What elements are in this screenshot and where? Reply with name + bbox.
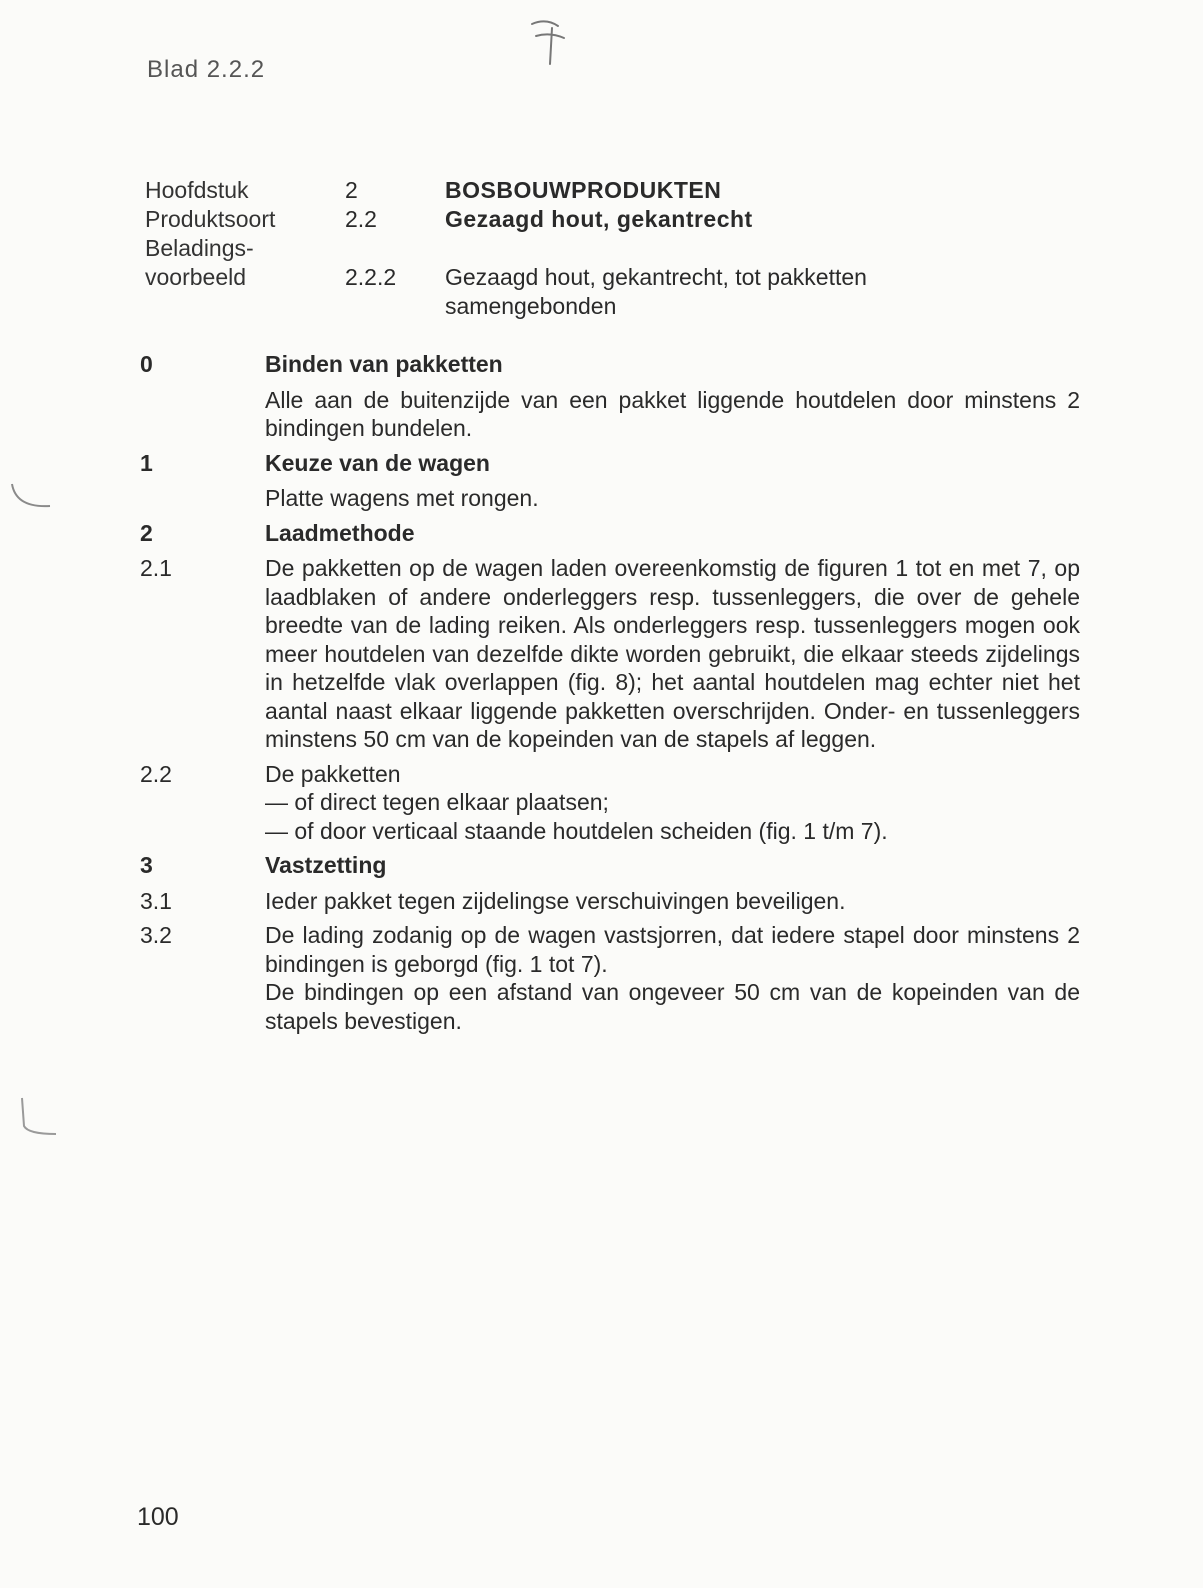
- section-title: Binden van pakketten: [265, 351, 503, 377]
- header-value: BOSBOUWPRODUKTEN: [445, 177, 722, 203]
- section-number: 3.2: [140, 922, 172, 948]
- section-text: Ieder pakket tegen zijdelingse verschuivingen beveiligen.: [265, 887, 846, 914]
- section-paragraph: [140, 921, 1080, 1035]
- section-body: [265, 760, 1080, 846]
- header-value: Gezaagd hout, gekantrecht: [445, 206, 753, 232]
- section-paragraph: [140, 760, 1080, 846]
- section-heading: [140, 851, 1080, 880]
- header-row-chapter: [145, 176, 1105, 205]
- section-heading: [140, 350, 1080, 379]
- list-item: — of direct tegen elkaar plaatsen;: [265, 789, 609, 815]
- page-number: 100: [137, 1503, 179, 1531]
- section-text: De bindingen op een afstand van ongeveer 50 cm van de kopeinden van de stapels bevestigen.: [265, 979, 1080, 1034]
- section-text: De pakketten op de wagen laden overeenkomstig de figuren 1 tot en met 7, op laadblaken of andere onderleggers resp. tussenleggers, die over de gehele breedte van de lading reiken. Als onderleggers resp. tussenleggers mogen ook meer houtdelen van dezelfde dikte worden gebruikt, die elkaar steeds zijdelings in hetzelfde vlak overlappen (fig. 8); het aantal houtdelen mag echter niet het aantal naast elkaar liggende pakketten overschrijden. Onder- en tussenleggers minstens 50 cm van de kopeinden van de stapels af leggen.: [265, 555, 1080, 752]
- sections: [140, 346, 1080, 1041]
- header-row-loading-3: [145, 292, 1105, 321]
- section-paragraph: [140, 386, 1080, 443]
- section-title: Keuze van de wagen: [265, 449, 490, 476]
- header-row-loading-2: [145, 263, 1105, 292]
- binder-mark: [14, 1094, 64, 1144]
- section-title: Laadmethode: [265, 519, 415, 546]
- header-row-loading-1: [145, 234, 1105, 263]
- header-num: 2.2: [345, 206, 377, 232]
- header-num: 2.2.2: [345, 264, 397, 290]
- section-number: 2: [140, 519, 153, 546]
- sheet-label: Blad 2.2.2: [147, 56, 266, 83]
- section-number: 3: [140, 852, 153, 878]
- section-number: 0: [140, 351, 153, 377]
- handwritten-mark: [528, 14, 568, 68]
- binder-mark: [6, 478, 56, 518]
- section-heading: [140, 519, 1080, 548]
- section-text: Alle aan de buitenzijde van een pakket liggende houtdelen door minstens 2 bindingen bundelen.: [265, 386, 1080, 441]
- header-key: Hoofdstuk: [145, 177, 249, 203]
- header-row-product: [145, 205, 1105, 234]
- section-number: 2.1: [140, 555, 172, 581]
- section-text: De pakketten: [265, 760, 401, 787]
- section-paragraph: [140, 887, 1080, 916]
- header-key: voorbeeld: [145, 264, 247, 290]
- header-num: 2: [345, 177, 358, 203]
- document-header: [145, 176, 1105, 321]
- section-text: De lading zodanig op de wagen vastsjorren, dat iedere stapel door minstens 2 bindingen is geborgd (fig. 1 tot 7).: [265, 922, 1080, 977]
- list-item: — of door verticaal staande houtdelen scheiden (fig. 1 t/m 7).: [265, 817, 888, 844]
- header-value: samengebonden: [445, 293, 617, 319]
- section-title: Vastzetting: [265, 852, 387, 878]
- section-number: 1: [140, 449, 153, 476]
- header-key: Produktsoort: [145, 206, 276, 232]
- section-text: Platte wagens met rongen.: [265, 485, 539, 511]
- section-paragraph: [140, 554, 1080, 754]
- section-number: 2.2: [140, 760, 172, 787]
- header-value: Gezaagd hout, gekantrecht, tot pakketten: [445, 264, 867, 290]
- section-number: 3.1: [140, 887, 172, 914]
- header-key: Beladings-: [145, 235, 254, 261]
- section-heading: [140, 449, 1080, 478]
- section-body: [265, 921, 1080, 1035]
- section-paragraph: [140, 484, 1080, 513]
